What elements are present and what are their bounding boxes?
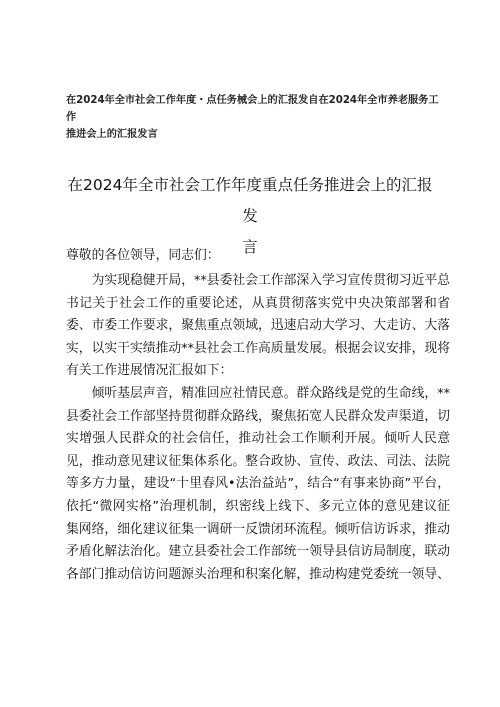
- header-line-1: 在2024年全市社会工作年度・点任务械会上的汇报发自在2024年全市养老服务工作: [66, 95, 439, 123]
- title-line-2: 言: [242, 238, 258, 256]
- header-line-2: 推进会上的汇报发言: [66, 129, 158, 140]
- greeting: 尊敬的各位领导，同志们：: [66, 248, 220, 263]
- document-header: [66, 92, 446, 143]
- title-line-1: 在2024年全市社会工作年度重点任务推进会上的汇报发: [67, 176, 433, 225]
- paragraph-intro: 为实现稳健开局，**县委社会工作部深入学习宣传贯彻习近平总书记关于社会工作的重要论述，从真贯彻落实党中央决策部署和省委、市委工作要求，聚焦重点领域，迅速启动大学习、大走访、大落实，以实干实绩推动**县社会工作高质量发展。根据会议安排，现将有关工作进展情况汇报如下：: [66, 273, 450, 379]
- document-body: [66, 270, 450, 586]
- paragraph-section-1: 倾听基层声音，精准回应社情民意。群众路线是党的生命线，**县委社会工作部坚持贯彻群众路线，聚焦拓宽人民群众发声渠道，切实增强人民群众的社会信任，推动社会工作顺利开展。倾听人民意见，推动意见建议征集体系化。整合政协、宣传、政法、司法、法院等多方力量，建设“十里春风•法治益站”，结合“有事来协商”平台，依托“微网实格”治理机制，织密线上线下、多元立体的意见建议征集网络，细化建议征集一调研一反馈闭环流程。倾听信访诉求，推动矛盾化解法治化。建立县委社会工作部统一领导县信访局制度，联动各部门推动信访问题源头治理和积案化解，推动构建党委统一领导、: [66, 385, 450, 582]
